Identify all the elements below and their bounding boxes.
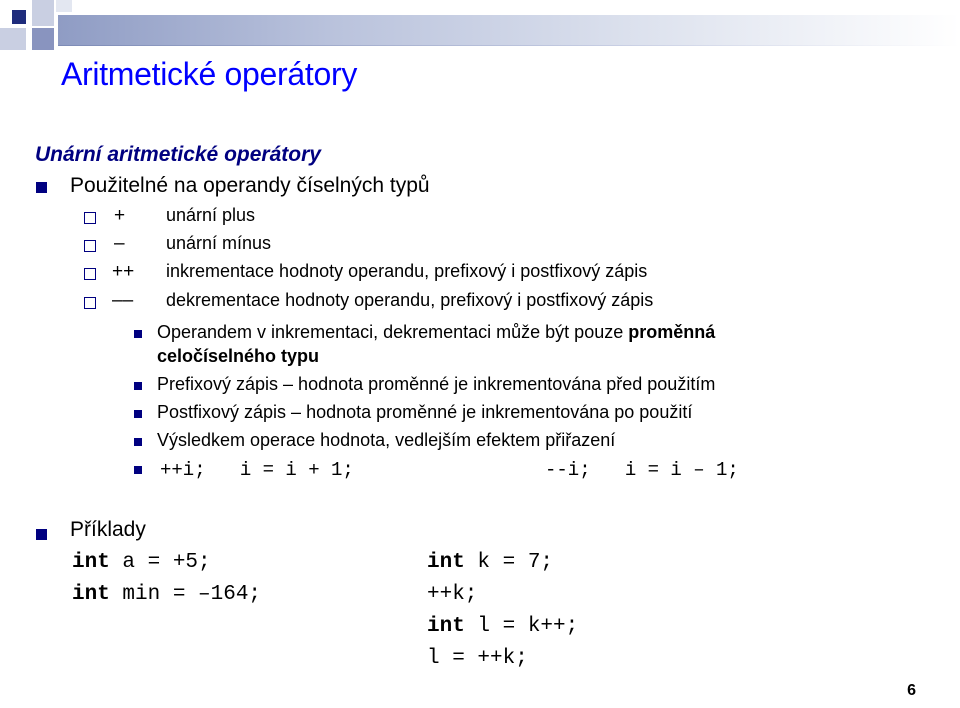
square-bullet-icon bbox=[36, 529, 47, 540]
example-code-line bbox=[427, 583, 477, 606]
operator-symbol: + bbox=[114, 205, 126, 226]
code-text: ++k; bbox=[427, 583, 478, 606]
operator-symbol: – bbox=[114, 233, 125, 254]
code-text: a = +5; bbox=[109, 551, 211, 574]
code-keyword: int bbox=[427, 615, 465, 638]
operator-symbol: ++ bbox=[112, 261, 135, 282]
example-code-line bbox=[427, 647, 528, 670]
decor-square bbox=[32, 28, 54, 50]
examples-label: Příklady bbox=[70, 518, 146, 541]
code-increment: ++i; i = i + 1; bbox=[160, 459, 354, 481]
note-prefix: Prefixový zápis – hodnota proměnné je inkrementována před použitím bbox=[157, 374, 716, 394]
operator-symbol: –– bbox=[112, 290, 134, 311]
intro-text: Použitelné na operandy číselných typů bbox=[70, 174, 430, 197]
hollow-square-bullet-icon bbox=[84, 297, 96, 309]
hollow-square-bullet-icon bbox=[84, 212, 96, 224]
code-text: l = ++k; bbox=[427, 647, 528, 670]
decor-square bbox=[56, 0, 72, 12]
code-keyword: int bbox=[72, 551, 110, 574]
note-postfix: Postfixový zápis – hodnota proměnné je inkrementována po použití bbox=[157, 402, 693, 422]
example-code-line bbox=[427, 615, 578, 638]
page-number: 6 bbox=[907, 682, 916, 699]
slide-title: Aritmetické operátory bbox=[61, 56, 358, 92]
small-square-bullet-icon bbox=[134, 410, 142, 418]
small-square-bullet-icon bbox=[134, 466, 142, 474]
operator-desc: inkrementace hodnoty operandu, prefixový i postfixový zápis bbox=[166, 261, 648, 281]
small-square-bullet-icon bbox=[134, 382, 142, 390]
note-operand-bold: proměnná bbox=[628, 322, 716, 342]
small-square-bullet-icon bbox=[134, 330, 142, 338]
hollow-square-bullet-icon bbox=[84, 240, 96, 252]
header-rule bbox=[58, 45, 960, 46]
decor-square bbox=[32, 0, 54, 26]
code-keyword: int bbox=[72, 583, 110, 606]
section-heading: Unární aritmetické operátory bbox=[35, 143, 321, 166]
code-keyword: int bbox=[427, 551, 465, 574]
decor-square bbox=[0, 28, 26, 50]
note-result: Výsledkem operace hodnota, vedlejším efektem přiřazení bbox=[157, 430, 616, 450]
example-code-line bbox=[427, 551, 553, 574]
operator-desc: unární mínus bbox=[166, 233, 272, 253]
example-code-line bbox=[72, 583, 261, 606]
decor-square bbox=[12, 10, 26, 24]
code-text: l = k++; bbox=[464, 615, 579, 638]
header-band bbox=[58, 15, 960, 45]
hollow-square-bullet-icon bbox=[84, 268, 96, 280]
operator-desc: unární plus bbox=[166, 205, 256, 225]
note-operand-continued: celočíselného typu bbox=[157, 346, 320, 366]
note-operand-text: Operandem v inkrementaci, dekrementaci může být pouze bbox=[157, 322, 629, 342]
example-code-line bbox=[72, 551, 211, 574]
code-text: min = –164; bbox=[109, 583, 262, 606]
note-operand bbox=[157, 322, 715, 343]
code-decrement: --i; i = i – 1; bbox=[545, 459, 739, 481]
small-square-bullet-icon bbox=[134, 438, 142, 446]
square-bullet-icon bbox=[36, 182, 47, 193]
operator-desc: dekrementace hodnoty operandu, prefixový i postfixový zápis bbox=[166, 290, 654, 310]
code-text: k = 7; bbox=[464, 551, 554, 574]
